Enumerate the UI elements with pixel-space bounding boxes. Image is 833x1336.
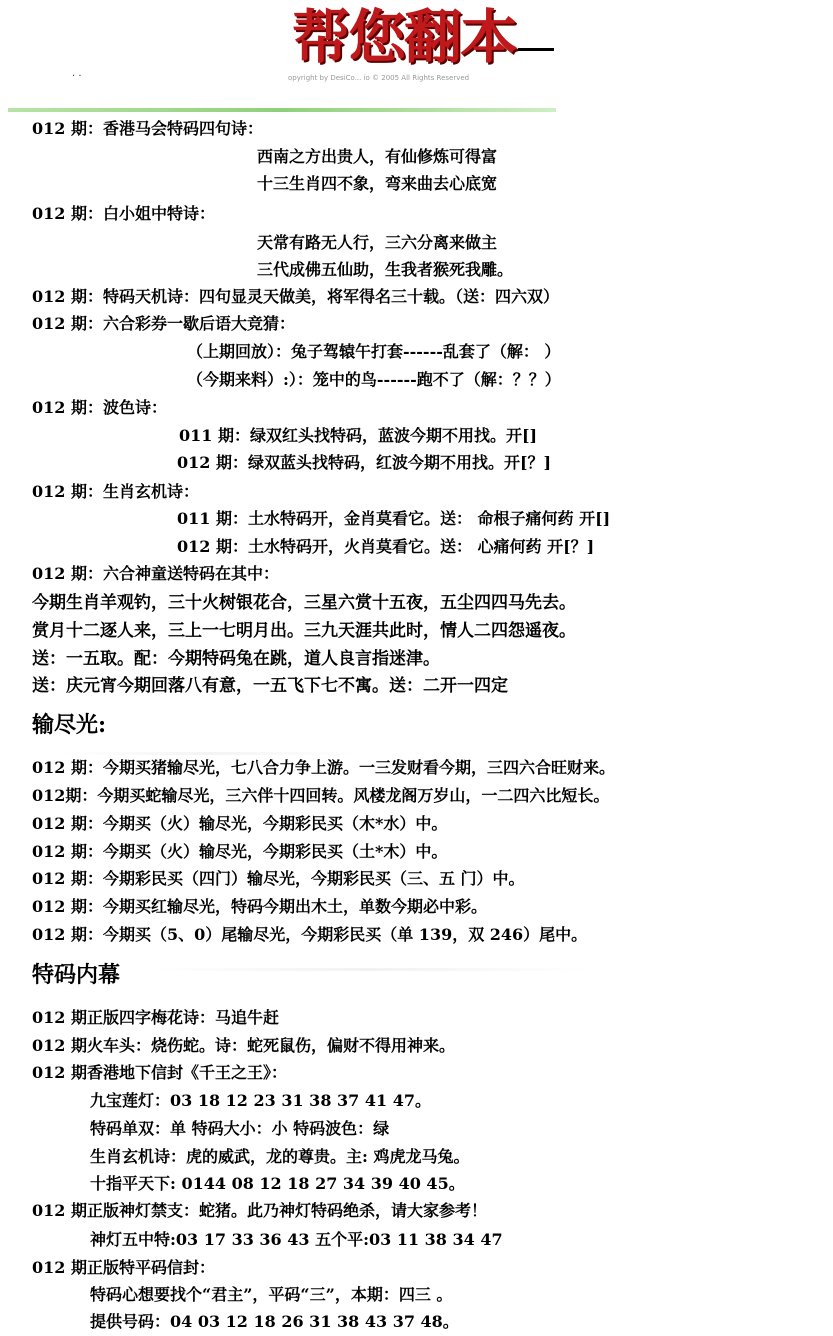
inside-line: 012 期火车头：烧伤蛇。诗：蛇死鼠伤，偏财不得用神来。 <box>32 1036 455 1055</box>
riddle-line: （今期来料）:）：笼中的鸟------跑不了（解：？？） <box>187 370 561 389</box>
header-dots: . . <box>72 68 82 79</box>
heading-shentong: 012 期：六合神童送特码在其中： <box>32 564 279 583</box>
lose-line: 012 期：今期买猪输尽光，七八合力争上游。一三发财看今期，三四六合旺财来。 <box>32 758 615 777</box>
lose-line: 012期：今期买蛇输尽光，三六伴十四回转。风楼龙阁万岁山，一二四六比短长。 <box>32 786 610 805</box>
zodiac-line: 011 期：土水特码开，金肖莫看它。送： 命根子痛何药 开[] <box>177 509 611 528</box>
shentong-line: 送：一五取。配：今期特码兔在跳，道人良言指迷津。 <box>32 649 440 669</box>
section-title-inside: 特码内幕 <box>32 962 121 988</box>
envelope-line: 十指平天下: 0144 08 12 18 27 34 39 40 45。 <box>90 1174 465 1193</box>
poem-line: 十三生肖四不象，弯来曲去心底宽 <box>257 174 498 193</box>
envelope-line: 提供号码：04 03 12 18 26 31 38 43 37 48。 <box>90 1312 459 1331</box>
inside-line: 012 期正版四字梅花诗：马追牛赶 <box>32 1008 279 1027</box>
lose-line: 012 期：今期买红输尽光，特码今期出木土，单数今期必中彩。 <box>32 897 487 916</box>
zodiac-line: 012 期：土水特码开，火肖莫看它。送： 心痛何药 开[？] <box>177 537 595 556</box>
poem-line: 西南之方出贵人，有仙修炼可得富 <box>257 147 498 166</box>
section-title-lose: 输尽光: <box>32 712 107 738</box>
wave-line: 011 期：绿双红头找特码，蓝波今期不用找。开[] <box>179 426 538 445</box>
shentong-line: 今期生肖羊观钓，三十火树银花合，三星六赏十五夜，五尘四四马先去。 <box>32 593 576 613</box>
heading-hk-poem: 012 期：香港马会特码四句诗： <box>32 119 263 138</box>
logo-dash <box>518 48 554 51</box>
heading-zodiac-poem: 012 期：生肖玄机诗： <box>32 482 199 501</box>
envelope-line: 九宝莲灯：03 18 12 23 31 38 37 41 47。 <box>90 1091 431 1110</box>
lose-line: 012 期：今期买（5、0）尾输尽光，今期彩民买（单 139，双 246）尾中。 <box>32 925 588 944</box>
lamp-line: 神灯五中特:03 17 33 36 43 五个平:03 11 38 34 47 <box>90 1230 503 1249</box>
logo-title: 帮您翻本 <box>292 3 517 71</box>
envelope-line: 特码单双：单 特码大小：小 特码波色：绿 <box>90 1119 390 1138</box>
lose-line: 012 期：今期买（火）输尽光，今期彩民买（木*水）中。 <box>32 814 448 833</box>
riddle-line: （上期回放）：兔子驾辕午打套------乱套了（解： ） <box>187 342 561 361</box>
inside-line: 012 期正版特平码信封： <box>32 1258 215 1277</box>
heading-riddle: 012 期：六合彩券一歇后语大竞猜： <box>32 314 295 333</box>
header-divider <box>8 108 556 112</box>
envelope-line: 生肖玄机诗：虎的威武，龙的尊贵。主: 鸡虎龙马兔。 <box>90 1147 470 1166</box>
logo-copyright: opyright by DesiCo... io © 2005 All Rights Reserved <box>288 74 470 82</box>
envelope-line: 特码心想要找个“君主”，平码“三”，本期：四三 。 <box>90 1285 453 1304</box>
wave-line: 012 期：绿双蓝头找特码，红波今期不用找。开[？] <box>177 453 552 472</box>
section-fade <box>150 968 590 971</box>
heading-tianji: 012 期：特码天机诗：四句显灵天做美，将军得名三十载。（送：四六双） <box>32 287 559 306</box>
shentong-line: 送：庆元宵今期回落八有意，一五飞下七不寓。送：二开一四定 <box>32 676 508 696</box>
inside-line: 012 期香港地下信封《千王之王》： <box>32 1063 287 1082</box>
poem-line: 三代成佛五仙助，生我者猴死我雕。 <box>257 260 514 279</box>
logo <box>288 2 558 94</box>
lose-line: 012 期：今期买（火）输尽光，今期彩民买（土*木）中。 <box>32 842 448 861</box>
heading-wave-poem: 012 期：波色诗： <box>32 398 167 417</box>
lose-line: 012 期：今期彩民买（四门）输尽光，今期彩民买（三、五 门）中。 <box>32 869 525 888</box>
shentong-line: 赏月十二逐人来，三上一七明月出。三九天涯共此时，情人二四怨遥夜。 <box>32 621 576 641</box>
inside-line: 012 期正版神灯禁支：蛇猪。此乃神灯特码绝杀，请大家参考！ <box>32 1201 487 1220</box>
section-fade <box>60 752 360 755</box>
heading-bai-poem: 012 期：白小姐中特诗： <box>32 204 215 223</box>
poem-line: 天常有路无人行，三六分离来做主 <box>257 233 498 252</box>
